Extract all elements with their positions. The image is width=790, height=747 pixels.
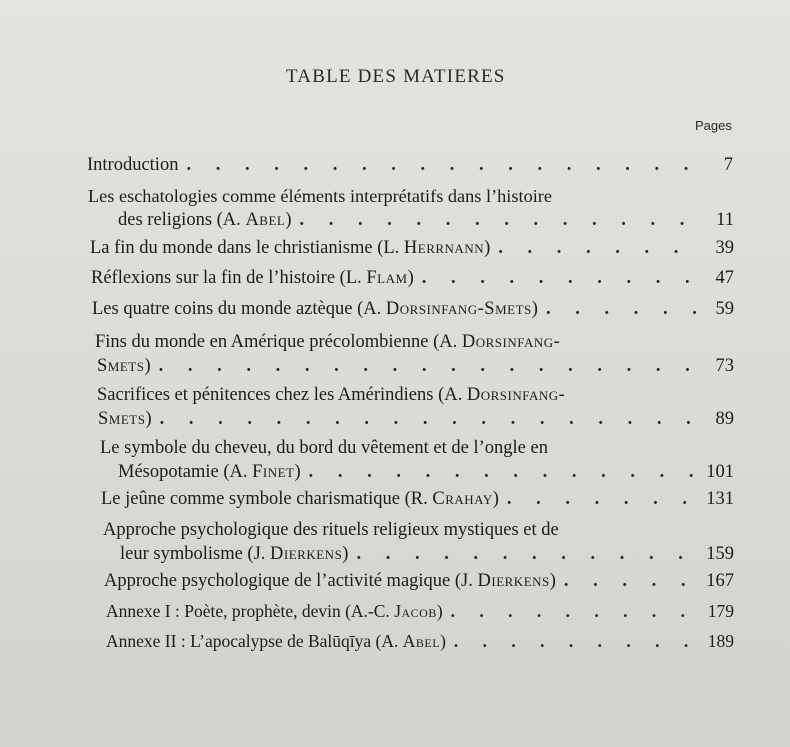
toc-entry-quatre-coins [92,297,734,321]
leader-dots [498,236,696,260]
page-number: 73 [715,356,734,376]
page-number: 47 [715,268,734,288]
entry-title-line2: des religions (A. Abel) [118,210,292,230]
toc-entry-eschatologies [88,184,734,232]
entry-title: Les quatre coins du monde aztèque (A. Dorsinfang-Smets) [92,299,538,319]
toc-entry-introduction [87,153,733,177]
entry-title: La fin du monde dans le christianisme (L. Herrnann) [90,238,491,258]
leader-dots [356,542,696,566]
entry-title-line1: Fins du monde en Amérique précolombienne (A. Dorsinfang- [95,332,561,352]
page-number: 159 [706,544,734,564]
toc-entry-sacrifices [97,383,734,431]
entry-title-line2: Mésopotamie (A. Finet) [118,462,301,482]
leader-dots [159,354,696,378]
page-number: 101 [706,462,734,482]
toc-entry-annexe-1 [106,599,734,623]
leader-dots [546,297,696,321]
page-number: 89 [715,409,734,429]
entry-title-line2: Smets) [97,356,151,376]
leader-dots [300,208,696,232]
entry-title: Approche psychologique de l’activité magique (J. Dierkens) [104,571,556,591]
toc-entry-symbole-du-cheveu [100,436,734,484]
entry-title-line1: Les eschatologies comme éléments interprétatifs dans l’histoire [88,186,552,206]
page-number: 59 [715,299,734,319]
entry-title-line2: leur symbolisme (J. Dierkens) [120,544,349,564]
leader-dots [564,569,696,593]
leader-dots [160,407,696,431]
leader-dots [422,266,696,290]
entry-title: Réflexions sur la fin de l’histoire (L. Flam) [91,268,414,288]
toc-entry-reflexions [91,266,734,290]
leader-dots [186,153,695,177]
toc-entry-activite-magique [104,569,734,593]
leader-dots [454,629,696,653]
page-number: 131 [706,489,734,509]
entry-title-line1: Approche psychologique des rituels religieux mystiques et de [103,520,559,540]
entry-title: Annexe I : Poète, prophète, devin (A.-C. Jacob) [106,601,443,621]
page-number: 189 [707,631,734,651]
page-number: 7 [723,155,733,175]
page-number: 11 [716,210,734,230]
entry-title: Introduction [87,155,179,175]
entry-title-line2: Smets) [98,409,152,429]
leader-dots [309,460,696,484]
leader-dots [507,487,696,511]
toc-entry-approche-rituels [103,518,734,566]
page-number: 179 [707,601,734,621]
entry-title: Le jeûne comme symbole charismatique (R. Crahay) [101,489,499,509]
leader-dots [451,599,696,623]
toc-entry-fins-du-monde-amerique [95,330,734,378]
entry-title-line1: Sacrifices et pénitences chez les Amérindiens (A. Dorsinfang- [97,385,566,405]
pages-column-label: Pages [695,118,732,133]
toc-entry-jeune [101,487,734,511]
page-title: TABLE DES MATIERES [286,66,506,87]
toc-entry-annexe-2 [106,629,734,653]
page-number: 39 [715,238,734,258]
page-number: 167 [706,571,734,591]
entry-title-line1: Le symbole du cheveu, du bord du vêtement et de l’ongle en [100,438,548,458]
entry-title: Annexe II : L’apocalypse de Balūqīya (A. Abel) [106,631,446,651]
toc-entry-fin-du-monde-christianisme [90,236,734,260]
